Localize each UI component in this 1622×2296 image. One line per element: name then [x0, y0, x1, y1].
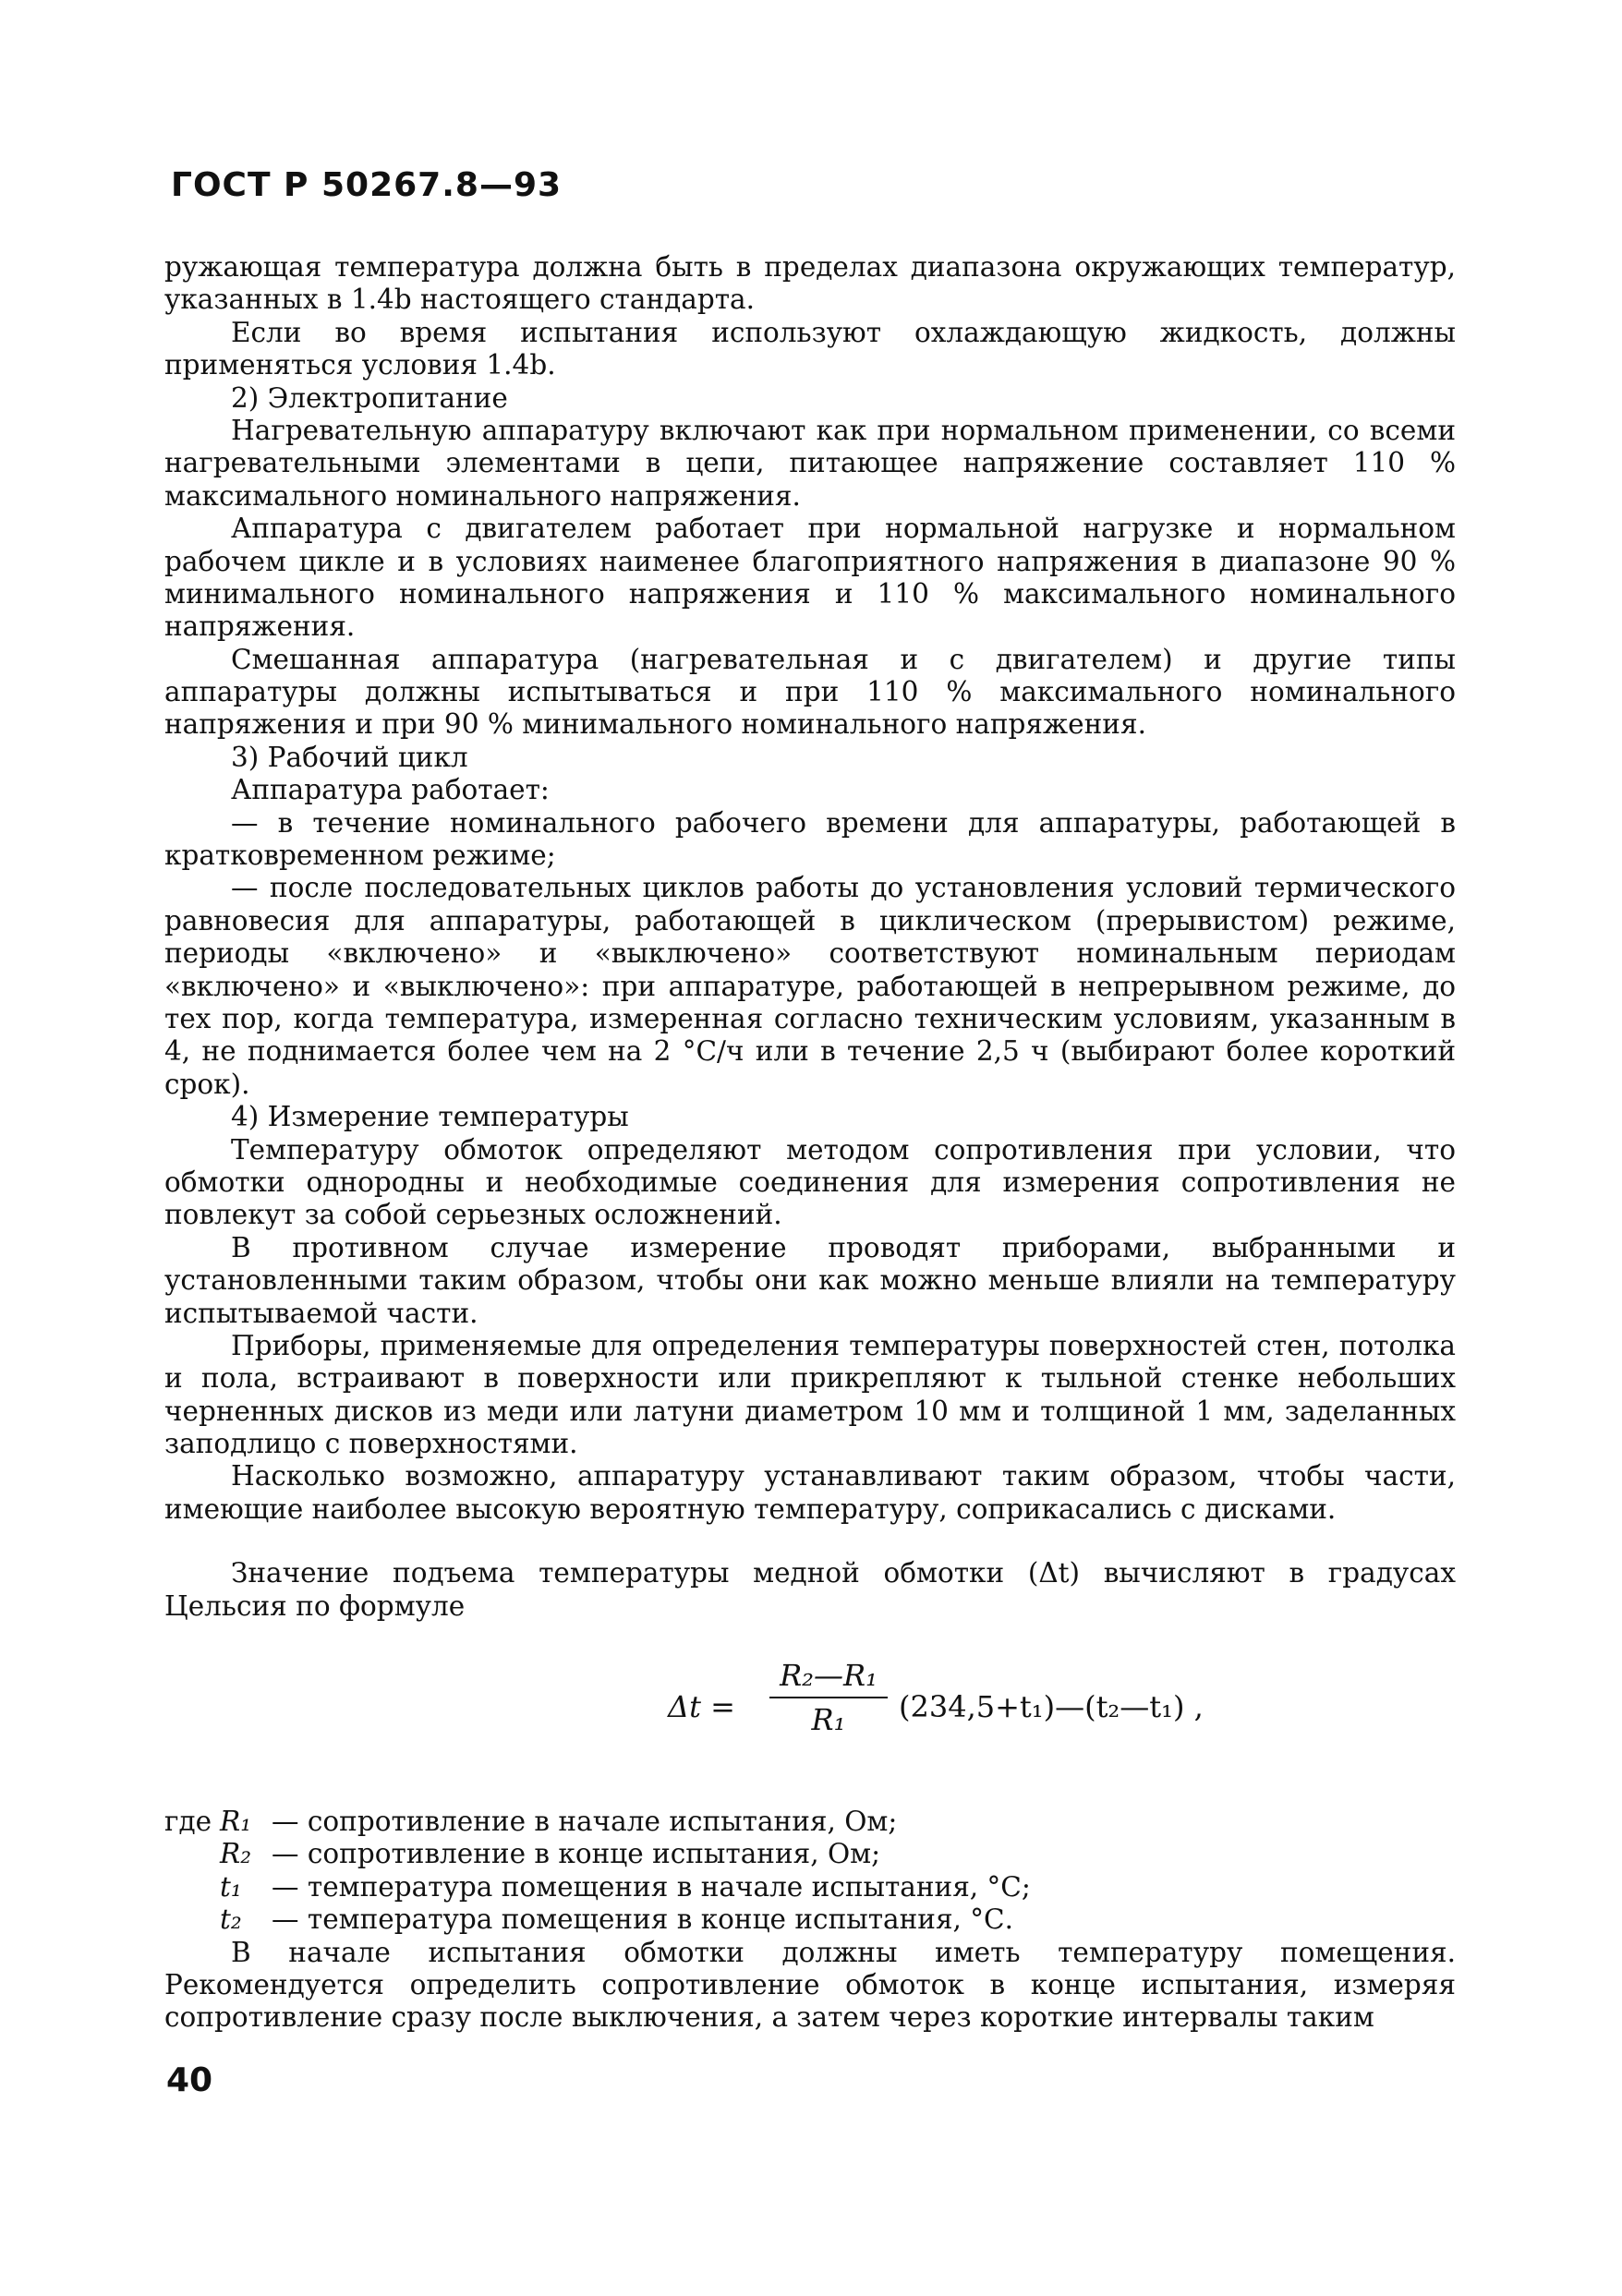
- paragraph: Аппаратура работает:: [231, 774, 550, 806]
- formula: [164, 1649, 1456, 1778]
- definition-row: [164, 1838, 1456, 1870]
- paragraph: В противном случае измерение проводят приборами, выбранными и установленными таким образом, чтобы они как можно меньше влияли на температуру испытываемой части.: [164, 1231, 1456, 1329]
- definition-text: — сопротивление в начале испытания, Ом;: [272, 1806, 898, 1838]
- formula-intro: Значение подъема температуры медной обмотки (Δt) вычисляют в градусах Цельсия по формуле: [164, 1557, 1456, 1622]
- section-heading: 3) Рабочий цикл: [231, 741, 468, 773]
- list-item: — в течение номинального рабочего времени для аппаратуры, работающей в кратковременном режиме;: [164, 806, 1456, 872]
- formula-lhs: Δt =: [668, 1689, 735, 1725]
- definition-row: [164, 1806, 1456, 1838]
- paragraph: Смешанная аппаратура (нагревательная и с двигателем) и другие типы аппаратуры должны испытываться и при 110 % максимального номинального напряжения и при 90 % минимального номинального напряжения.: [164, 643, 1456, 741]
- definition-row: [164, 1903, 1456, 1936]
- formula-numerator: R₂—R₁: [769, 1658, 888, 1698]
- paragraph: Аппаратура с двигателем работает при нормальной нагрузке и нормальном рабочем цикле и в условиях наименее благоприятного напряжения в диапазоне 90 % минимального номинального напряжения и 110 % максимального номинального напряжения.: [164, 513, 1456, 643]
- definition-symbol: t₁: [220, 1870, 242, 1903]
- paragraph: Насколько возможно, аппаратуру устанавливают таким образом, чтобы части, имеющие наиболее высокую вероятную температуру, соприкасались с дисками.: [164, 1460, 1456, 1525]
- paragraph: Приборы, применяемые для определения температуры поверхностей стен, потолка и пола, встраивают в поверхности или прикрепляют к тыльной стенке небольших черненных дисков из меди или латуни диаметром 10 мм и толщиной 1 мм, заделанных заподлицо с поверхностями.: [164, 1329, 1456, 1460]
- definition-text: — температура помещения в конце испытания, °С.: [272, 1903, 1014, 1936]
- formula-fraction: [769, 1658, 888, 1738]
- definition-symbol: t₂: [220, 1903, 242, 1936]
- definitions-list: [164, 1806, 1456, 1937]
- definition-text: — сопротивление в конце испытания, Ом;: [272, 1838, 881, 1870]
- page-number: 40: [166, 2061, 213, 2099]
- paragraph: ружающая температура должна быть в пределах диапазона окружающих температур, указанных в 1.4b настоящего стандарта.: [164, 251, 1456, 316]
- formula-denominator: R₁: [811, 1702, 846, 1738]
- definition-text: — температура помещения в начале испытания, °С;: [272, 1870, 1031, 1903]
- section-heading: 4) Измерение температуры: [231, 1101, 629, 1133]
- paragraph: Нагревательную аппаратуру включают как при нормальном применении, со всеми нагревательными элементами в цепи, питающее напряжение составляет 110 % максимального номинального напряжения.: [164, 414, 1456, 512]
- document-header: ГОСТ Р 50267.8—93: [171, 166, 563, 204]
- document-body: [164, 251, 1456, 2035]
- paragraph: Температуру обмоток определяют методом сопротивления при условии, что обмотки однородны и необходимые соединения для измерения сопротивления не повлекут за собой серьезных осложнений.: [164, 1133, 1456, 1231]
- definition-symbol: R₂: [220, 1838, 252, 1870]
- definitions-lead: где: [164, 1806, 212, 1838]
- definition-row: [164, 1871, 1456, 1903]
- formula-rhs: (234,5+t₁)—(t₂—t₁) ,: [899, 1689, 1204, 1725]
- paragraph: В начале испытания обмотки должны иметь температуру помещения. Рекомендуется определить сопротивление обмоток в конце испытания, измеряя сопротивление сразу после выключения, а затем через короткие интервалы таким: [164, 1936, 1456, 2034]
- section-heading: 2) Электропитание: [231, 381, 508, 414]
- definition-symbol: R₁: [220, 1806, 252, 1838]
- paragraph: Если во время испытания используют охлаждающую жидкость, должны применяться условия 1.4b.: [164, 316, 1456, 381]
- list-item: — после последовательных циклов работы до установления условий термического равновесия для аппаратуры, работающей в циклическом (прерывистом) режиме, периоды «включено» и «выключено» соответствуют номинальным периодам «включено» и «выключено»: при аппаратуре, работающей в непрерывном режиме, до тех пор, когда температура, измеренная согласно техническим условиям, указанным в 4, не поднимается более чем на 2 °С/ч или в течение 2,5 ч (выбирают более короткий срок).: [164, 872, 1456, 1100]
